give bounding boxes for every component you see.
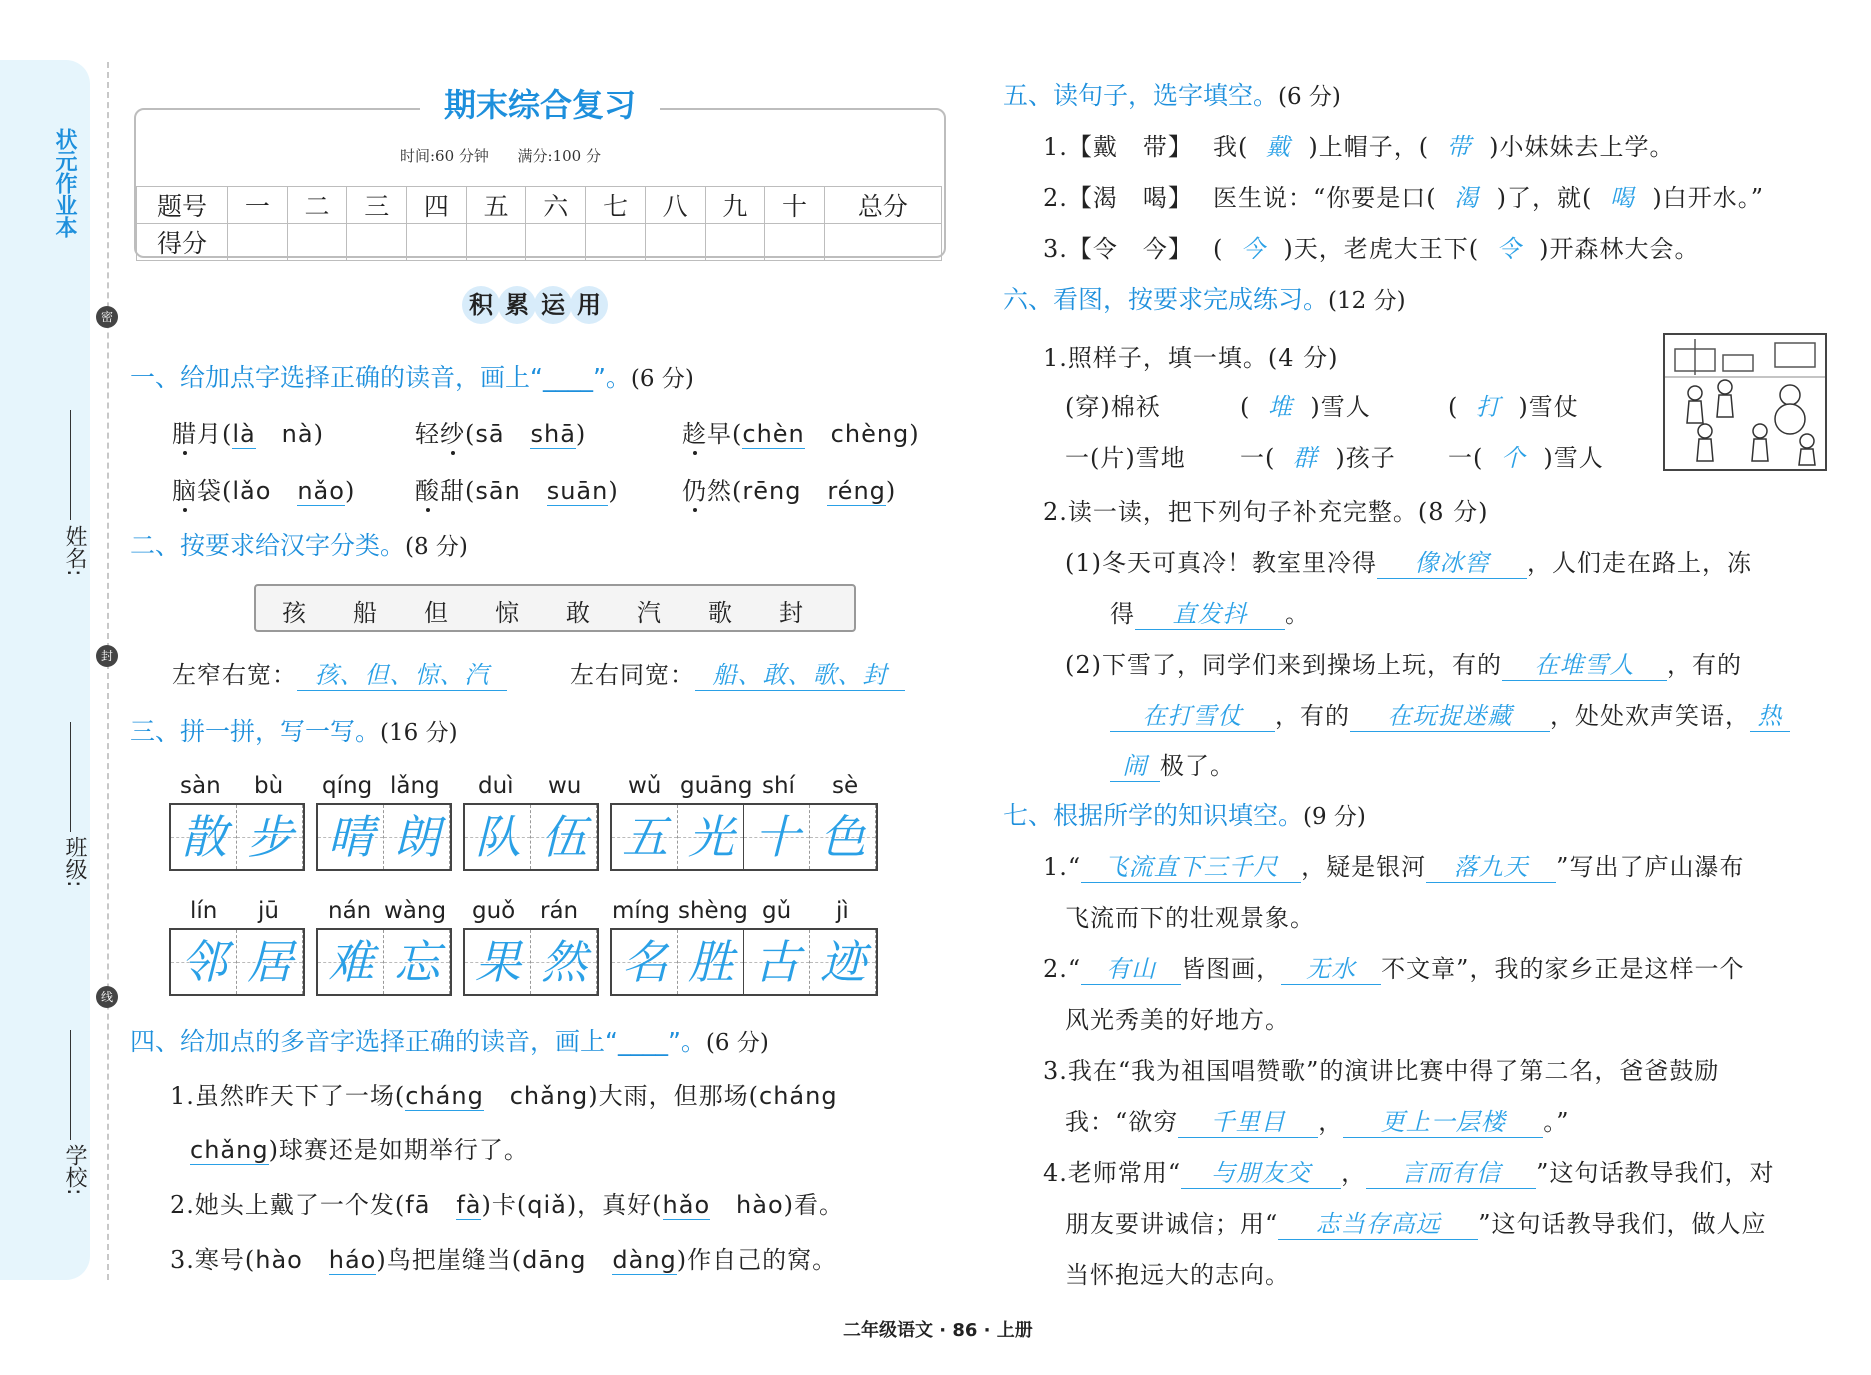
- q6-passage: (1)冬天可真冷！教室里冷得 像冰窖 ，人们走在路上，冻: [1065, 543, 1752, 579]
- written-char: 难: [328, 935, 374, 989]
- q7-heading: 七、根据所学的知识填空。(9 分): [1003, 801, 1366, 830]
- pinyin-label: nán: [328, 898, 372, 924]
- writing-grid[interactable]: [316, 928, 452, 996]
- binding-line: [107, 62, 109, 1280]
- writing-grid[interactable]: [169, 803, 305, 871]
- score-header-cell: 题号: [137, 187, 228, 224]
- written-char: 邻: [181, 935, 227, 989]
- q6-heading: 六、看图，按要求完成练习。(12 分): [1003, 285, 1406, 314]
- q7-line: 1.“ 飞流直下三千尺 ，疑是银河 落九天 ”写出了庐山瀑布: [1043, 847, 1744, 883]
- writing-grid[interactable]: [610, 803, 878, 871]
- writing-grid[interactable]: [610, 928, 878, 996]
- written-char: 队: [475, 810, 521, 864]
- written-char: 晴: [328, 810, 374, 864]
- pinyin-label: gǔ: [762, 898, 792, 924]
- class-label: 班级:: [62, 836, 87, 888]
- score-cell[interactable]: [645, 224, 705, 261]
- seal-mark: 线: [96, 986, 118, 1008]
- class-field-line[interactable]: [70, 722, 71, 832]
- score-cell[interactable]: [466, 224, 526, 261]
- score-cell[interactable]: [407, 224, 467, 261]
- pinyin-label: guǒ: [472, 898, 516, 924]
- q6-passage: 闹 极了。: [1110, 746, 1235, 782]
- exam-meta: 时间:60 分钟 满分:100 分: [400, 147, 601, 165]
- pinyin-label: jū: [258, 898, 279, 924]
- writing-grid[interactable]: [316, 803, 452, 871]
- pinyin-label: lín: [190, 898, 218, 924]
- written-char: 十: [754, 810, 800, 864]
- q5-heading: 五、读句子，选字填空。(6 分): [1003, 81, 1341, 110]
- score-row-label: 得分: [137, 224, 228, 261]
- writing-grid[interactable]: [463, 803, 599, 871]
- pinyin-label: guāng: [680, 773, 753, 799]
- q4-line: chǎng)球赛还是如期举行了。: [190, 1136, 529, 1164]
- name-label: 姓名:: [62, 525, 87, 577]
- written-char: 色: [820, 810, 866, 864]
- q2-answer-right: 左右同宽： 船、敢、歌、封: [570, 655, 905, 691]
- q7-line: 风光秀美的好地方。: [1065, 1006, 1290, 1034]
- writing-grid[interactable]: [169, 928, 305, 996]
- q1-item: 轻纱(sā shā): [415, 420, 587, 448]
- written-char: 步: [247, 810, 293, 864]
- pinyin-label: shèng: [678, 898, 748, 924]
- q6-blank: ( 打 )雪仗: [1448, 393, 1579, 421]
- page-title: 期末综合复习: [420, 80, 660, 124]
- name-field-line[interactable]: [70, 410, 71, 520]
- q5-row: 2.【渴 喝】 医生说：“你要是口( 渴 )了，就( 喝 )白开水。”: [1043, 184, 1765, 212]
- q6-passage: 得 直发抖 。: [1110, 594, 1310, 630]
- writing-grid[interactable]: [463, 928, 599, 996]
- bank-char: 船: [353, 599, 377, 627]
- pinyin-label: rán: [540, 898, 579, 924]
- q6-blank: ( 堆 )雪人: [1240, 393, 1371, 421]
- q6-passage: (2)下雪了，同学们来到操场上玩，有的 在堆雪人 ，有的: [1065, 645, 1742, 681]
- page-footer: 二年级语文 · 86 · 上册: [843, 1320, 1033, 1341]
- pinyin-label: sàn: [180, 773, 221, 799]
- section-badge-char: 积: [462, 286, 500, 324]
- written-char: 忘: [394, 935, 440, 989]
- q7-line: 3.我在“我为祖国唱赞歌”的演讲比赛中得了第二名，爸爸鼓励: [1043, 1057, 1720, 1085]
- pinyin-label: wu: [548, 773, 582, 799]
- q7-line: 我：“欲穷 千里目 ， 更上一层楼 。”: [1065, 1102, 1570, 1138]
- score-cell[interactable]: [705, 224, 765, 261]
- pinyin-label: qíng: [322, 773, 373, 799]
- score-header-cell: 十: [765, 187, 825, 224]
- pinyin-label: sè: [832, 773, 859, 799]
- score-header-cell: 五: [466, 187, 526, 224]
- q1-item: 仍然(rēng réng): [682, 477, 897, 505]
- bank-char: 惊: [495, 599, 519, 627]
- school-field-line[interactable]: [70, 1030, 71, 1140]
- school-label: 学校:: [62, 1144, 87, 1196]
- snow-play-illustration: [1663, 333, 1827, 471]
- score-header-cell: 八: [645, 187, 705, 224]
- q7-line: 2.“ 有山 皆图画， 无水 不文章”，我的家乡正是这样一个: [1043, 949, 1744, 985]
- score-header-cell: 四: [407, 187, 467, 224]
- q6-sub: 1.照样子，填一填。(4 分): [1043, 344, 1339, 372]
- q6-sub: 2.读一读，把下列句子补充完整。(8 分): [1043, 498, 1489, 526]
- score-cell[interactable]: [586, 224, 646, 261]
- q1-item: 脑袋(lǎo nǎo): [172, 477, 356, 505]
- bank-char: 敢: [566, 599, 590, 627]
- written-char: 居: [247, 935, 293, 989]
- pinyin-label: bù: [254, 773, 284, 799]
- q5-row: 1.【戴 带】 我( 戴 )上帽子，( 带 )小妹妹去上学。: [1043, 133, 1675, 161]
- q6-blank: 一( 个 )雪人: [1448, 444, 1604, 472]
- char-bank: [254, 584, 856, 632]
- written-char: 五: [622, 810, 668, 864]
- bank-char: 孩: [282, 599, 306, 627]
- q6-example: 一(片)雪地: [1065, 444, 1186, 472]
- score-cell[interactable]: [287, 224, 347, 261]
- q7-line: 当怀抱远大的志向。: [1065, 1261, 1290, 1289]
- written-char: 朗: [394, 810, 440, 864]
- score-header-cell: 三: [347, 187, 407, 224]
- q1-item: 腊月(là nà): [172, 420, 324, 448]
- pinyin-label: jì: [836, 898, 849, 924]
- brand-label: 状元作业本: [52, 128, 77, 238]
- q4-line: 3.寒号(hào háo)鸟把崖缝当(dāng dàng)作自己的窝。: [170, 1246, 838, 1274]
- pinyin-label: duì: [478, 773, 514, 799]
- q6-example: (穿)棉袄: [1065, 393, 1161, 421]
- score-cell[interactable]: [347, 224, 407, 261]
- pinyin-label: wàng: [384, 898, 447, 924]
- seal-mark: 密: [96, 306, 118, 328]
- written-char: 散: [181, 810, 227, 864]
- written-char: 光: [688, 810, 734, 864]
- q6-passage: 在打雪仗 ，有的 在玩捉迷藏 ，处处欢声笑语， 热: [1110, 696, 1790, 732]
- score-cell[interactable]: [526, 224, 586, 261]
- score-header-cell: 六: [526, 187, 586, 224]
- pinyin-label: wǔ: [628, 773, 662, 799]
- q3-heading: 三、拼一拼，写一写。(16 分): [130, 717, 458, 746]
- bank-char: 封: [779, 599, 803, 627]
- score-header-cell: 九: [705, 187, 765, 224]
- section-badge-char: 运: [534, 286, 572, 324]
- score-cell[interactable]: [228, 224, 288, 261]
- q6-blank: 一( 群 )孩子: [1240, 444, 1396, 472]
- score-header-cell: 一: [228, 187, 288, 224]
- q7-line: 4.老师常用“ 与朋友交 ， 言而有信 ”这句话教导我们，对: [1043, 1153, 1774, 1189]
- written-char: 胜: [688, 935, 734, 989]
- written-char: 果: [475, 935, 521, 989]
- pinyin-label: lǎng: [390, 773, 440, 799]
- written-char: 古: [754, 935, 800, 989]
- q4-line: 1.虽然昨天下了一场(cháng chǎng)大雨，但那场(cháng: [170, 1082, 838, 1110]
- bank-char: 但: [424, 599, 448, 627]
- score-cell[interactable]: [765, 224, 825, 261]
- section-badge-char: 用: [570, 286, 608, 324]
- written-char: 迹: [820, 935, 866, 989]
- pinyin-label: shí: [762, 773, 795, 799]
- score-table: [136, 186, 942, 261]
- bank-char: 歌: [708, 599, 732, 627]
- q2-answer-left: 左窄右宽： 孩、但、惊、汽: [172, 655, 507, 691]
- side-strip: [0, 60, 90, 1280]
- pinyin-label: míng: [612, 898, 670, 924]
- seal-mark: 封: [96, 645, 118, 667]
- score-header-cell: 总分: [824, 187, 941, 224]
- q7-line: 朋友要讲诚信；用“ 志当存高远 ”这句话教导我们，做人应: [1065, 1204, 1767, 1240]
- q4-line: 2.她头上戴了一个发(fā fà)卡(qiǎ)，真好(hǎo hào)看。: [170, 1191, 845, 1219]
- q5-row: 3.【令 今】 ( 今 )天，老虎大王下( 令 )开森林大会。: [1043, 235, 1700, 263]
- written-char: 伍: [541, 810, 587, 864]
- q7-line: 飞流而下的壮观景象。: [1065, 904, 1315, 932]
- score-header-cell: 七: [586, 187, 646, 224]
- written-char: 然: [541, 935, 587, 989]
- written-char: 名: [622, 935, 668, 989]
- score-header-cell: 二: [287, 187, 347, 224]
- q1-item: 酸甜(sān suān): [415, 477, 619, 505]
- score-cell[interactable]: [824, 224, 941, 261]
- q4-heading: 四、给加点的多音字选择正确的读音，画上“____”。(6 分): [130, 1027, 769, 1056]
- section-badge-char: 累: [498, 286, 536, 324]
- q1-heading: 一、给加点字选择正确的读音，画上“____”。(6 分): [130, 363, 694, 392]
- bank-char: 汽: [637, 599, 661, 627]
- q2-heading: 二、按要求给汉字分类。(8 分): [130, 531, 468, 560]
- q1-item: 趁早(chèn chèng): [682, 420, 920, 448]
